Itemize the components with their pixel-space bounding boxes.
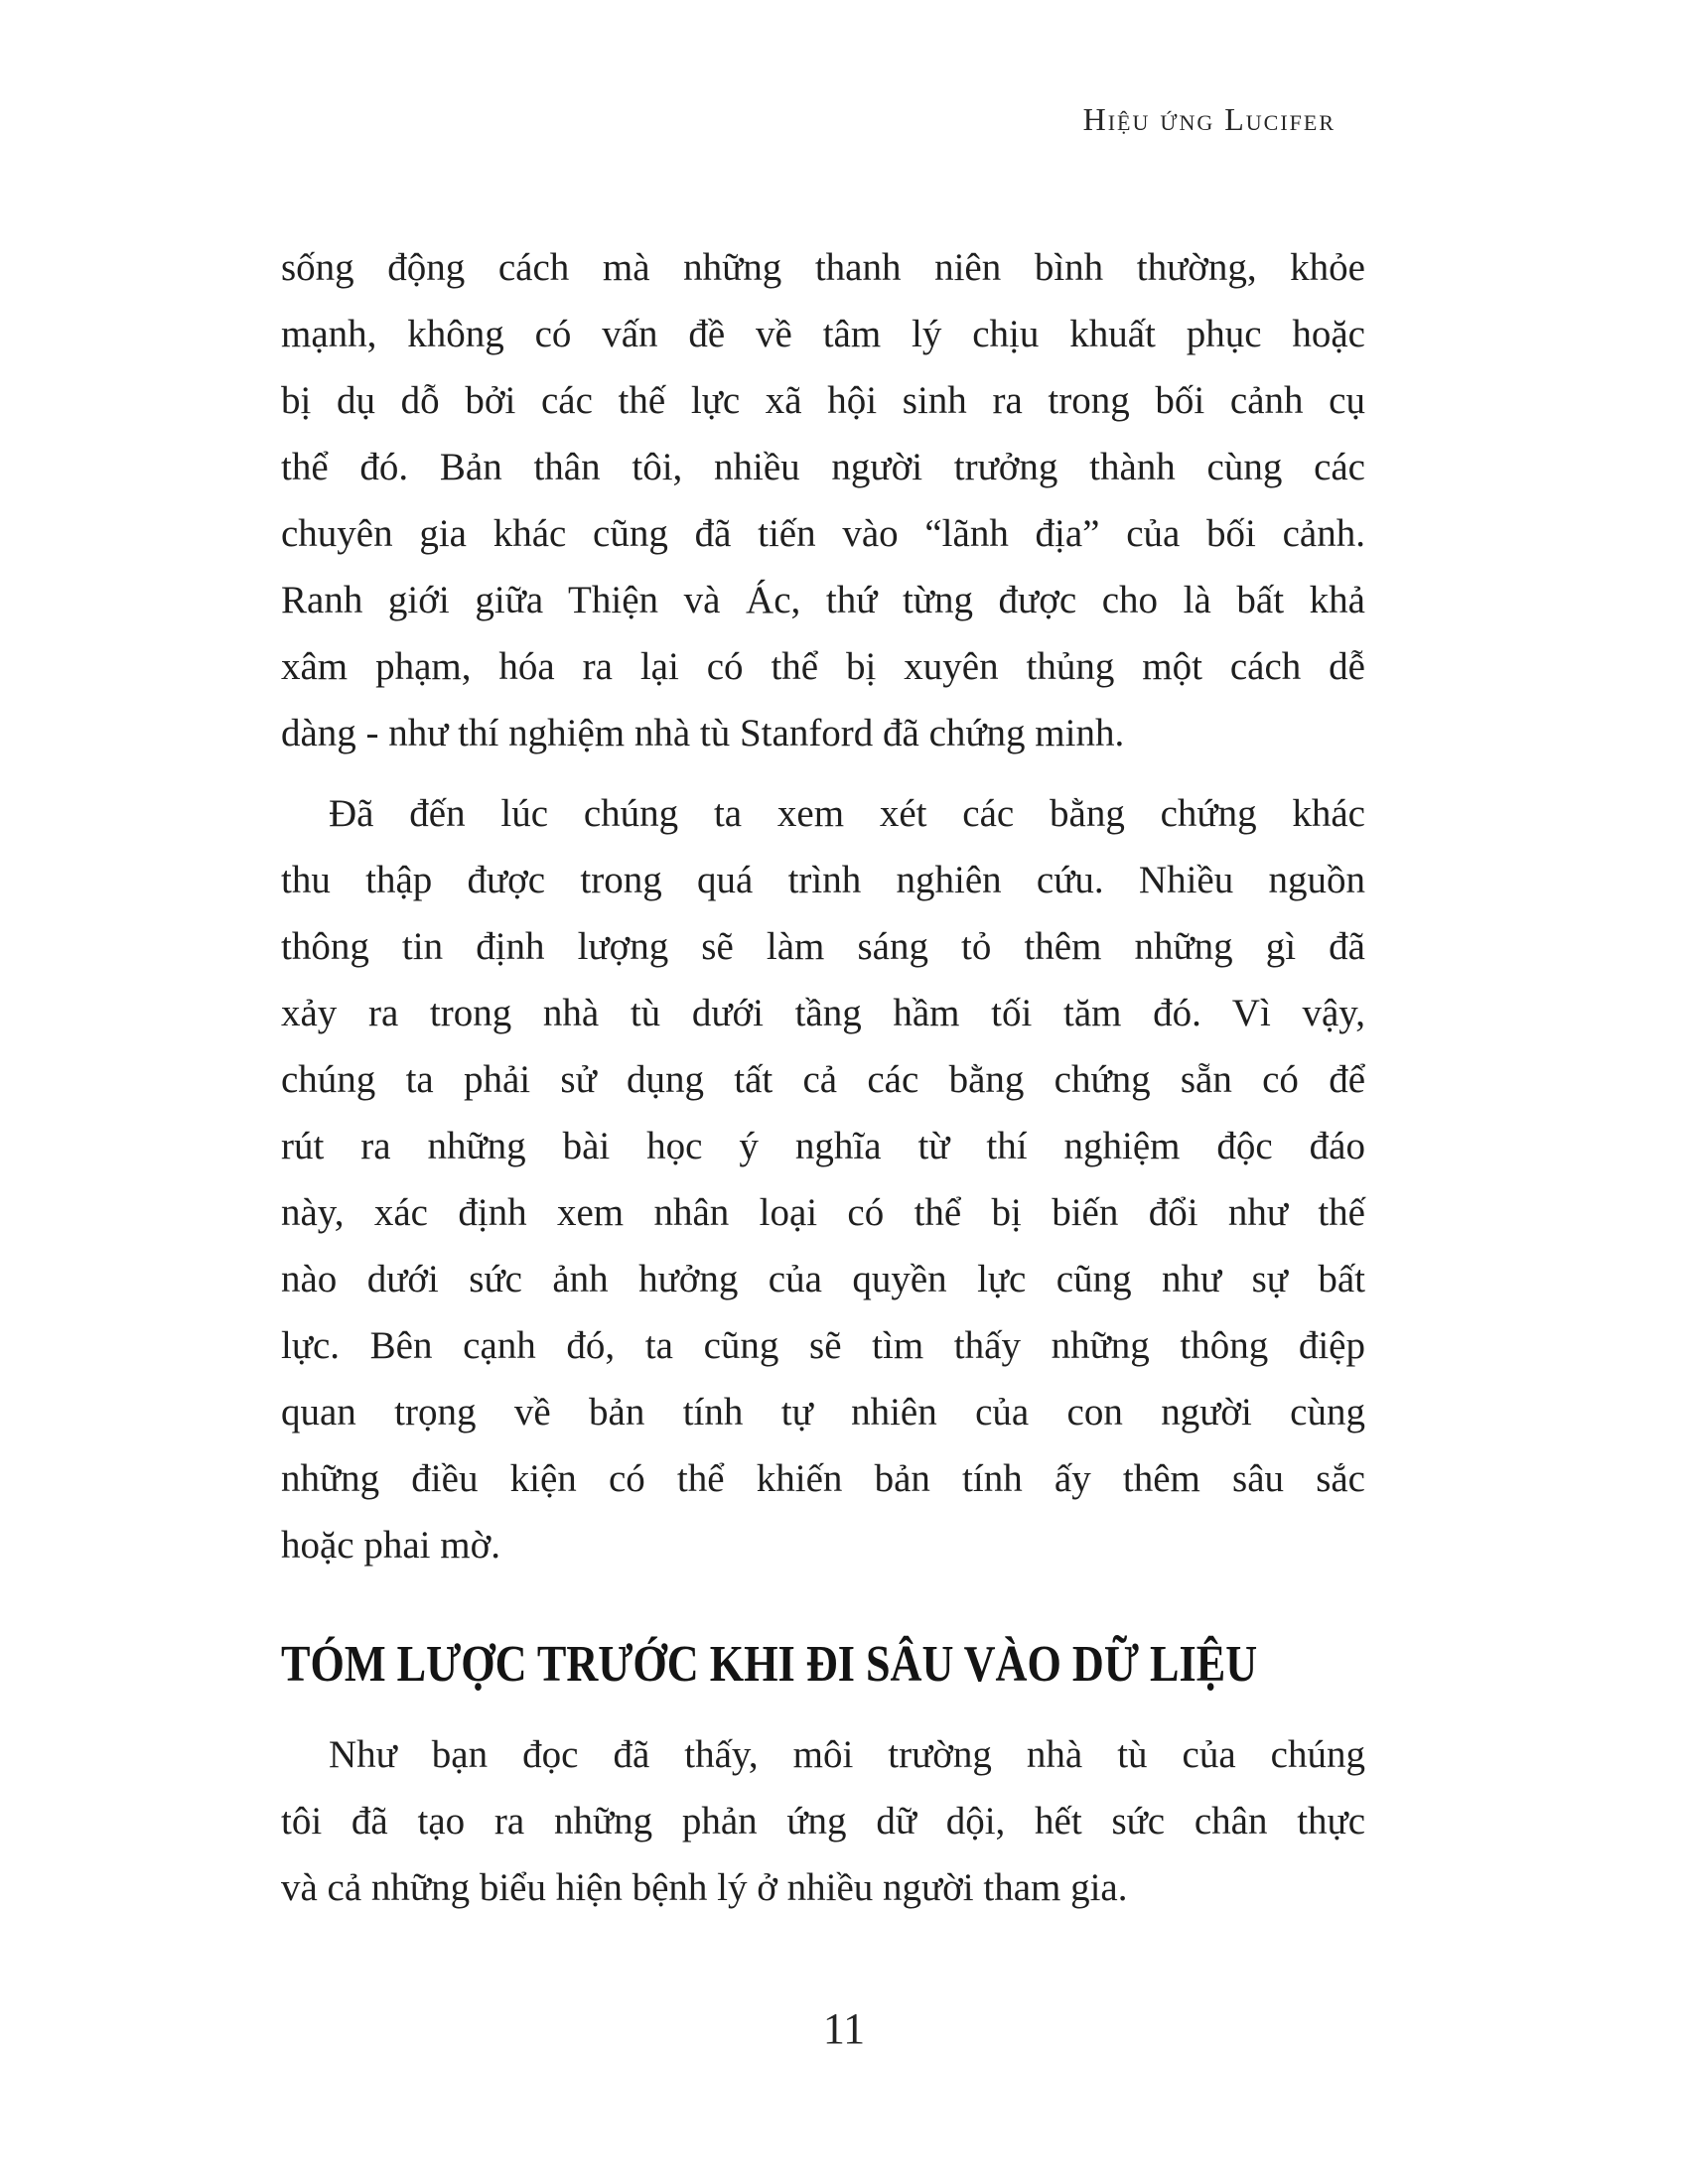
paragraph (281, 234, 1365, 766)
text-line: thu thập được trong quá trình nghiên cứu. Nhiều nguồn (281, 859, 1365, 901)
text-line: và cả những biểu hiện bệnh lý ở nhiều người tham gia. (281, 1866, 1128, 1909)
text-line: bị dụ dỗ bởi các thế lực xã hội sinh ra trong bối cảnh cụ (281, 379, 1365, 422)
text-line: rút ra những bài học ý nghĩa từ thí nghiệm độc đáo (281, 1125, 1365, 1167)
text-line: hoặc phai mờ. (281, 1524, 500, 1567)
paragraph-group-before-heading (281, 234, 1365, 1578)
text-line: tôi đã tạo ra những phản ứng dữ dội, hết sức chân thực (281, 1800, 1365, 1843)
text-line: chuyên gia khác cũng đã tiến vào “lãnh địa” của bối cảnh. (281, 512, 1365, 555)
text-line: mạnh, không có vấn đề về tâm lý chịu khuất phục hoặc (281, 313, 1365, 355)
text-line: quan trọng về bản tính tự nhiên của con người cùng (281, 1391, 1365, 1433)
paragraph (281, 1721, 1365, 1921)
text-line: Đã đến lúc chúng ta xem xét các bằng chứng khác (329, 792, 1365, 835)
section-heading: TÓM LƯỢC TRƯỚC KHI ĐI SÂU VÀO DỮ LIỆU (281, 1636, 1258, 1693)
body-text (281, 234, 1365, 1921)
paragraph-group-after-heading (281, 1721, 1365, 1921)
text-line: Như bạn đọc đã thấy, môi trường nhà tù của chúng (329, 1733, 1365, 1776)
text-line: những điều kiện có thể khiến bản tính ấy thêm sâu sắc (281, 1457, 1365, 1500)
text-line: sống động cách mà những thanh niên bình thường, khỏe (281, 246, 1365, 289)
paragraph (281, 780, 1365, 1578)
text-line: lực. Bên cạnh đó, ta cũng sẽ tìm thấy những thông điệp (281, 1324, 1365, 1367)
text-line: Ranh giới giữa Thiện và Ác, thứ từng được cho là bất khả (281, 579, 1365, 621)
text-line: nào dưới sức ảnh hưởng của quyền lực cũng như sự bất (281, 1258, 1365, 1300)
text-line: dàng - như thí nghiệm nhà tù Stanford đã chứng minh. (281, 712, 1125, 754)
text-line: xảy ra trong nhà tù dưới tầng hầm tối tăm đó. Vì vậy, (281, 992, 1365, 1034)
running-header: Hiệu ứng Lucifer (1082, 101, 1336, 137)
text-line: thông tin định lượng sẽ làm sáng tỏ thêm những gì đã (281, 925, 1365, 968)
text-line: chúng ta phải sử dụng tất cả các bằng chứng sẵn có để (281, 1058, 1365, 1101)
text-line: thể đó. Bản thân tôi, nhiều người trưởng thành cùng các (281, 446, 1365, 488)
text-line: xâm phạm, hóa ra lại có thể bị xuyên thủng một cách dễ (281, 645, 1365, 688)
text-line: này, xác định xem nhân loại có thể bị biến đổi như thế (281, 1191, 1365, 1234)
page-number: 11 (822, 2004, 866, 2053)
